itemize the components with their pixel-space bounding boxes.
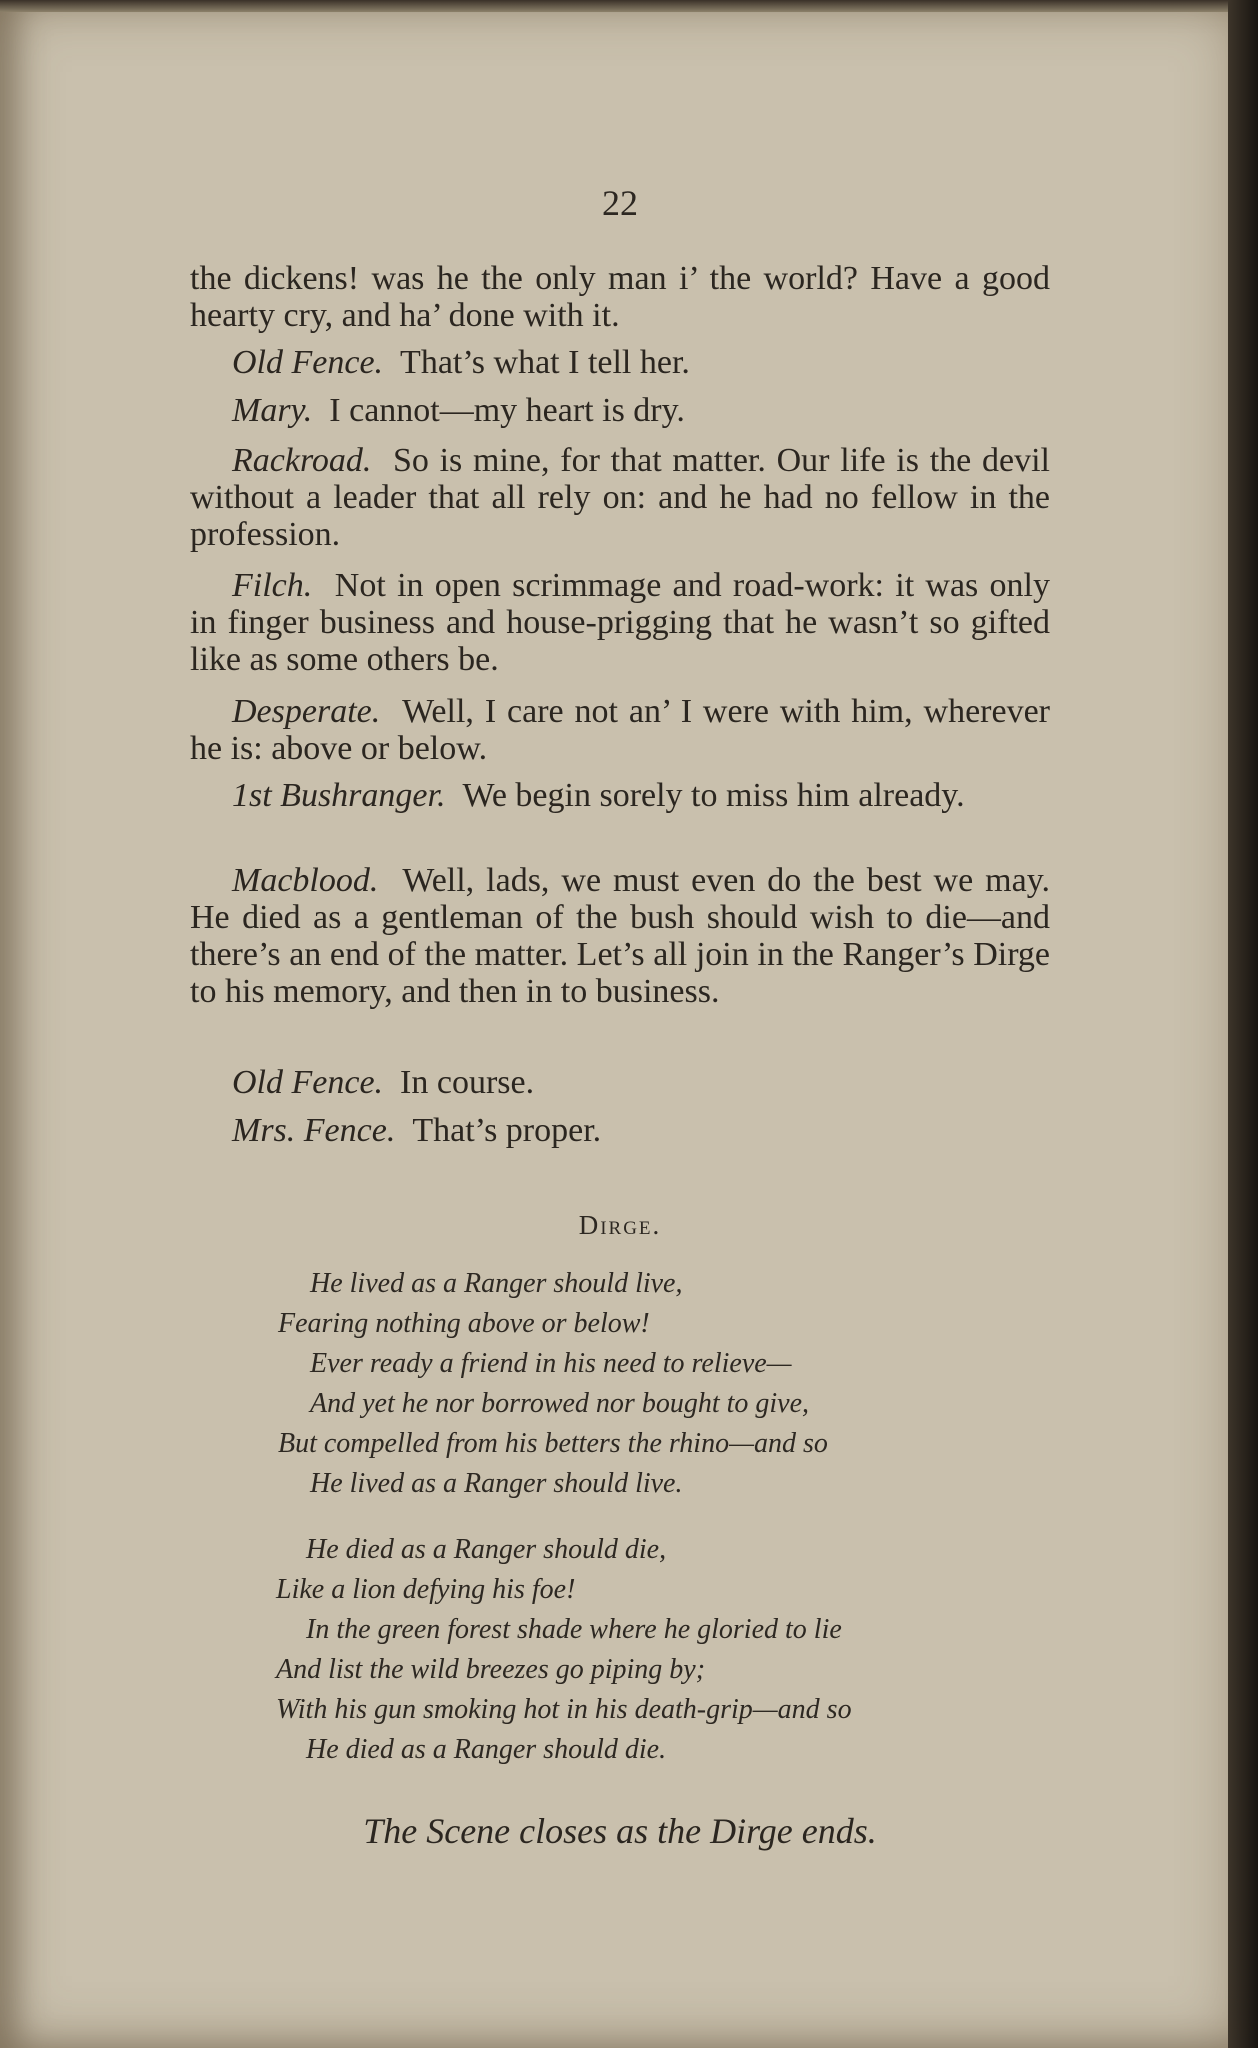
verse-line: And yet he nor borrowed nor bought to give,	[310, 1388, 810, 1419]
speech-text: I cannot—my heart is dry.	[329, 392, 685, 429]
speech-mrs-fence	[190, 1112, 1050, 1149]
verse-line: But compelled from his betters the rhino—and so	[278, 1428, 828, 1459]
verse-line: He lived as a Ranger should live,	[310, 1268, 683, 1299]
verse-line: Like a lion defying his foe!	[276, 1574, 576, 1605]
speech-old-fence	[190, 344, 1050, 381]
speech-filch	[190, 567, 1050, 678]
verse-line: Ever ready a friend in his need to relieve—	[310, 1348, 792, 1379]
speech-desperate	[190, 693, 1050, 767]
verse-line: And list the wild breezes go piping by;	[276, 1654, 706, 1685]
verse-line: He died as a Ranger should die.	[306, 1734, 667, 1765]
speech-text: That’s proper.	[412, 1112, 602, 1149]
stage-direction: The Scene closes as the Dirge ends.	[363, 1811, 877, 1851]
speech-text: Not in open scrimmage and road-work: it was only in finger business and house-prigging that he wasn’t so gifted like as some others be.	[190, 567, 1050, 678]
verse-line: He lived as a Ranger should live.	[310, 1468, 683, 1499]
speaker-label: Filch.	[232, 567, 313, 604]
verse-line: In the green forest shade where he gloried to lie	[306, 1614, 842, 1645]
speaker-label: Old Fence.	[232, 1064, 384, 1101]
page-number: 22	[602, 183, 638, 223]
speech-text: In course.	[400, 1064, 535, 1101]
speaker-label: Macblood.	[232, 862, 379, 899]
dialogue-continuation	[190, 260, 1050, 334]
speech-text: Well, I care not an’ I were with him, wherever he is: above or below.	[190, 693, 1050, 767]
speech-text: That’s what I tell her.	[400, 344, 690, 381]
speech-text: We begin sorely to miss him already.	[462, 777, 965, 814]
speech-mary	[190, 392, 1050, 429]
speech-macblood	[190, 862, 1050, 1010]
speaker-label: 1st Bushranger.	[232, 777, 446, 814]
speech-text: So is mine, for that matter. Our life is the devil without a leader that all rely on: and he had no fellow in the profession.	[190, 442, 1051, 553]
book-spine-edge	[1228, 0, 1258, 2048]
speaker-label: Mrs. Fence.	[232, 1112, 396, 1149]
speaker-label: Old Fence.	[232, 344, 384, 381]
speaker-label: Mary.	[232, 392, 313, 429]
speech-rackroad	[190, 442, 1050, 553]
dirge-heading: Dirge.	[578, 1210, 662, 1240]
page-top-edge	[0, 0, 1240, 12]
speech-text: Well, lads, we must even do the best we may. He died as a gentleman of the bush should wish to die—and there’s an end of the matter. Let’s all join in the Ranger’s Dirge to his memory, and then in to business.	[190, 862, 1050, 1010]
continuation-text: the dickens! was he the only man i’ the world? Have a good hearty cry, and ha’ done with it.	[190, 260, 1050, 334]
verse-line: With his gun smoking hot in his death-grip—and so	[276, 1694, 852, 1725]
speaker-label: Desperate.	[232, 693, 381, 730]
speaker-label: Rackroad.	[232, 442, 372, 479]
verse-line: He died as a Ranger should die,	[306, 1534, 667, 1565]
speech-first-bushranger	[190, 777, 1050, 814]
speech-old-fence-2	[190, 1064, 1050, 1101]
verse-line: Fearing nothing above or below!	[278, 1308, 650, 1339]
